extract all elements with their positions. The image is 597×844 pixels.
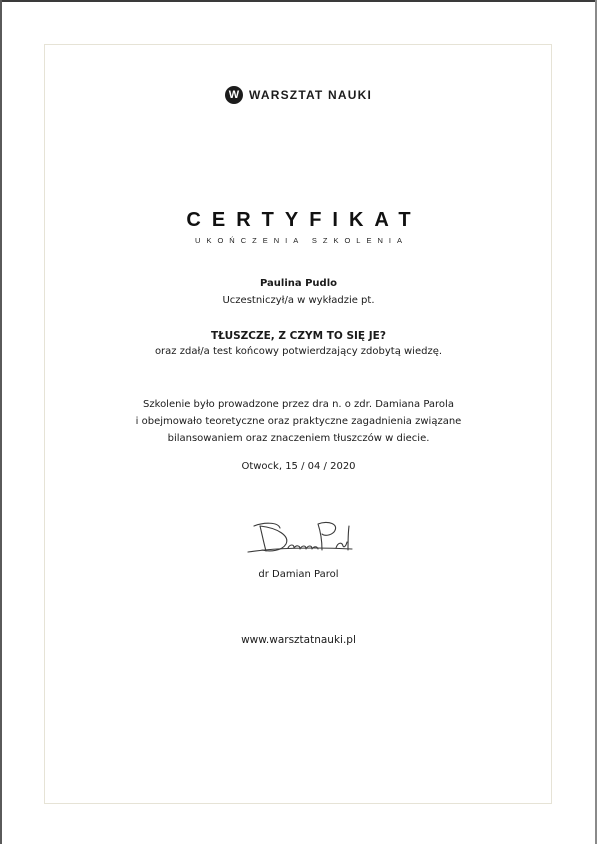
- logo-text: WARSZTAT NAUKI: [248, 88, 372, 102]
- course-title: TŁUSZCZE, Z CZYM TO SIĘ JE?: [211, 330, 386, 342]
- certificate-title: CERTYFIKAT: [186, 209, 422, 231]
- course-description: [0, 396, 597, 447]
- logo-badge-icon: W: [225, 86, 243, 104]
- viewer-edge: [0, 0, 597, 2]
- test-line: oraz zdał/a test końcowy potwierdzający zdobytą wiedzę.: [154, 346, 443, 357]
- website-link[interactable]: www.warsztatnauki.pl: [241, 634, 356, 646]
- signer-name: dr Damian Parol: [258, 569, 339, 580]
- participant-name: Paulina Pudlo: [259, 278, 338, 289]
- description-line: Szkolenie było prowadzone przez dra n. o zdr. Damiana Parola: [143, 399, 454, 410]
- description-line: i obejmowało teoretyczne oraz praktyczne zagadnienia związane: [135, 416, 462, 427]
- handwritten-signature: [244, 518, 356, 562]
- brand-logo: [0, 86, 597, 104]
- place-date: Otwock, 15 / 04 / 2020: [241, 461, 356, 472]
- participation-line: Uczestniczył/a w wykładzie pt.: [222, 295, 375, 306]
- description-line: bilansowaniem oraz znaczeniem tłuszczów w diecie.: [167, 433, 430, 444]
- certificate-subtitle: UKOŃCZENIA SZKOLENIA: [195, 236, 408, 245]
